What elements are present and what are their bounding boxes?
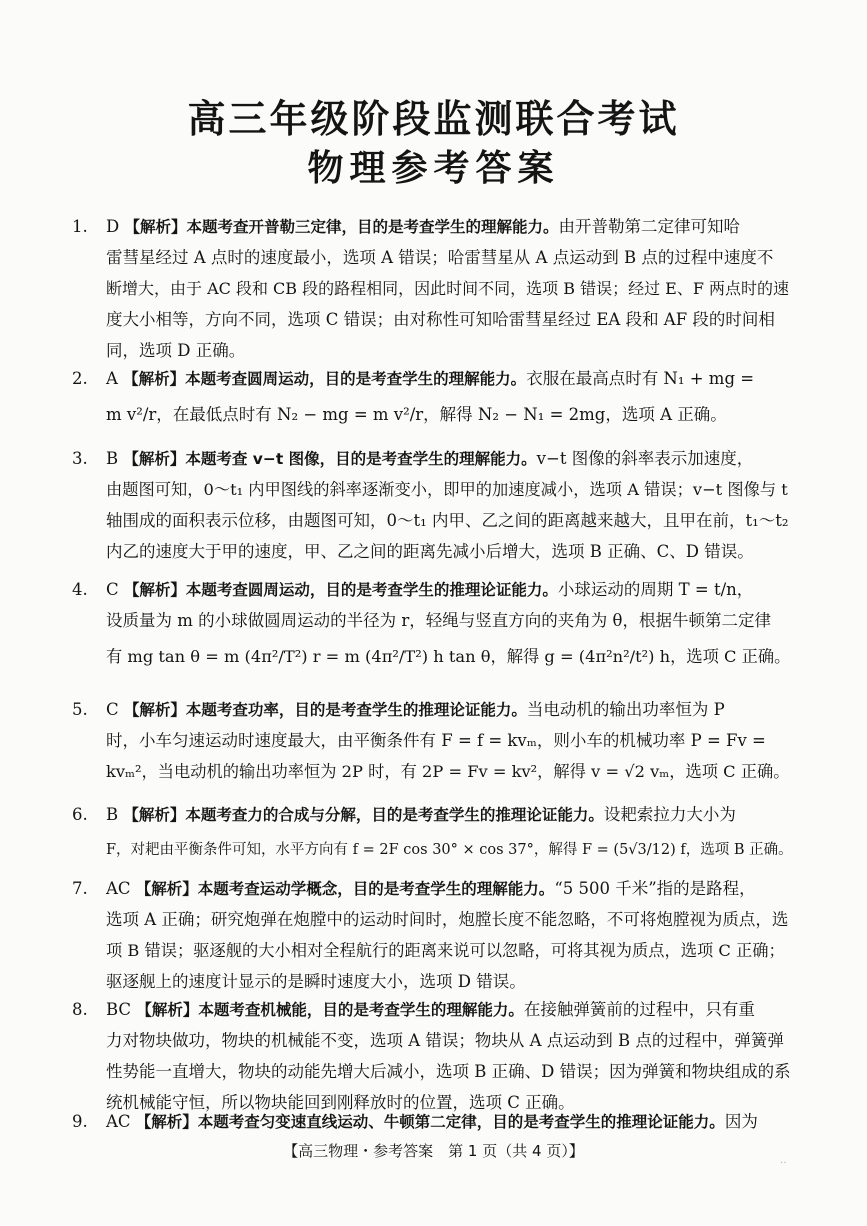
- answer-line: F，对耙由平衡条件可知，水平方向有 f = 2F cos 30° × cos 37°，解得 F = (5√3/12) f，选项 B 正确。: [106, 842, 793, 858]
- answer-item-5: [72, 694, 794, 787]
- item-number: 5.: [72, 700, 88, 719]
- analysis-lead: 【解析】本题考查开普勒三定律，目的是考查学生的理解能力。: [124, 218, 559, 236]
- answer-item-7: [72, 873, 794, 997]
- answer-line: 项 B 错误；驱逐舰的大小相对全程航行的距离来说可以忽略，可将其视为质点，选项 C 正确；: [106, 941, 785, 960]
- analysis-lead: 【解析】本题考查匀变速直线运动、牛顿第二定律，目的是考查学生的推理论证能力。: [135, 1113, 725, 1131]
- item-number: 4.: [72, 580, 88, 599]
- answer-line: 内乙的速度大于甲的速度，甲、乙之间的距离先减小后增大，选项 B 正确、C、D 错误。: [106, 542, 754, 561]
- item-number: 3.: [72, 449, 88, 468]
- answer-line: m v²/r，在最低点时有 N₂ − mg = m v²/r，解得 N₂ − N₁ = 2mg，选项 A 正确。: [106, 405, 727, 424]
- analysis-lead: 【解析】本题考查功率，目的是考查学生的推理论证能力。: [123, 701, 527, 719]
- page-subtitle: 物理参考答案: [307, 148, 560, 189]
- answer-line: 度大小相等，方向不同，选项 C 错误；由对称性可知哈雷彗星经过 EA 段和 AF 段的时间相: [106, 310, 775, 329]
- answer-line: 时，小车匀速运动时速度最大，由平衡条件有 F = f = kvₘ，则小车的机械功率 P = Fv =: [106, 731, 766, 750]
- answer-line: B 【解析】本题考查力的合成与分解，目的是考查学生的推理论证能力。设耙索拉力大小为: [106, 805, 736, 824]
- answer-line: A 【解析】本题考查圆周运动，目的是考查学生的理解能力。衣服在最高点时有 N₁ + mg =: [106, 369, 755, 388]
- answer-item-6: [72, 799, 794, 871]
- answer-line: 力对物块做功，物块的机械能不变，选项 A 错误；物块从 A 点运动到 B 点的过程中，弹簧弹: [106, 1031, 784, 1050]
- page-title: 高三年级阶段监测联合考试: [187, 97, 680, 141]
- corner-mark: ‥: [780, 1155, 787, 1166]
- answer-line: C 【解析】本题考查圆周运动，目的是考查学生的推理论证能力。小球运动的周期 T = t/n，: [106, 580, 754, 599]
- answer-line: C 【解析】本题考查功率，目的是考查学生的推理论证能力。当电动机的输出功率恒为 P: [106, 700, 725, 719]
- answer-item-4: [72, 574, 794, 677]
- answer-line: BC 【解析】本题考查机械能，目的是考查学生的理解能力。在接触弹簧前的过程中，只有重: [106, 1000, 755, 1019]
- answer-line: AC 【解析】本题考查运动学概念，目的是考查学生的理解能力。“5 500 千米”指的是路程，: [106, 879, 756, 898]
- answer-line: kvₘ²，当电动机的输出功率恒为 2P 时，有 2P = Fv = kv²，解得 v = √2 vₘ，选项 C 正确。: [106, 762, 790, 781]
- analysis-lead: 【解析】本题考查圆周运动，目的是考查学生的理解能力。: [123, 370, 527, 388]
- answer-line: 由题图可知，0～t₁ 内甲图线的斜率逐渐变小，即甲的加速度减小，选项 A 错误；v−t 图像与 t: [106, 480, 788, 499]
- answer-line: AC 【解析】本题考查匀变速直线运动、牛顿第二定律，目的是考查学生的推理论证能力。因为: [106, 1112, 758, 1131]
- analysis-lead: 【解析】本题考查力的合成与分解，目的是考查学生的推理论证能力。: [123, 806, 604, 824]
- answer-item-8: [72, 994, 794, 1118]
- analysis-lead: 【解析】本题考查运动学概念，目的是考查学生的理解能力。: [135, 880, 555, 898]
- answer-item-3: [72, 443, 794, 567]
- answer-line: 有 mg tan θ = m (4π²/T²) r = m (4π²/T²) h tan θ，解得 g = (4π²n²/t²) h，选项 C 正确。: [106, 647, 791, 666]
- answer-line: 性势能一直增大，物块的动能先增大后减小，选项 B 正确、D 错误；因为弹簧和物块组成的系: [106, 1062, 791, 1081]
- item-number: 8.: [72, 1000, 88, 1019]
- answer-line: 驱逐舰上的速度计显示的是瞬时速度大小，选项 D 错误。: [106, 972, 526, 991]
- item-number: 6.: [72, 805, 88, 824]
- analysis-lead: 【解析】本题考查机械能，目的是考查学生的理解能力。: [136, 1001, 524, 1019]
- answer-line: D 【解析】本题考查开普勒三定律，目的是考查学生的理解能力。由开普勒第二定律可知哈: [106, 217, 740, 236]
- answer-line: 雷彗星经过 A 点时的速度最小，选项 A 错误；哈雷彗星从 A 点运动到 B 点的过程中速度不: [106, 248, 774, 267]
- answer-item-2: [72, 363, 794, 435]
- answer-line: 断增大，由于 AC 段和 CB 段的路程相同，因此时间不同，选项 B 错误；经过 E、F 两点时的速: [106, 279, 790, 298]
- answer-line: 统机械能守恒，所以物块能回到刚释放时的位置，选项 C 正确。: [106, 1093, 575, 1112]
- page-footer: 【高三物理・参考答案 第 1 页（共 4 页）】: [283, 1142, 584, 1160]
- item-number: 2.: [72, 369, 88, 388]
- answer-line: 轴围成的面积表示位移，由题图可知，0～t₁ 内甲、乙之间的距离越来越大，且甲在前，t₁～t₂: [106, 511, 789, 530]
- item-number: 1.: [72, 217, 88, 236]
- item-number: 7.: [72, 879, 88, 898]
- answer-line: 选项 A 正确；研究炮弹在炮膛中的运动时间时，炮膛长度不能忽略，不可将炮膛视为质点，选: [106, 910, 789, 929]
- answer-line: B 【解析】本题考查 v−t 图像，目的是考查学生的理解能力。v−t 图像的斜率表示加速度，: [106, 449, 754, 468]
- answer-item-1: [72, 211, 794, 366]
- answer-line: 同，选项 D 正确。: [106, 341, 246, 360]
- analysis-lead: 【解析】本题考查 v−t 图像，目的是考查学生的理解能力。: [123, 450, 537, 468]
- answer-item-9: [72, 1106, 794, 1137]
- answer-line: 设质量为 m 的小球做圆周运动的半径为 r，轻绳与竖直方向的夹角为 θ，根据牛顿第二定律: [106, 611, 771, 630]
- analysis-lead: 【解析】本题考查圆周运动，目的是考查学生的推理论证能力。: [123, 581, 558, 599]
- item-number: 9.: [72, 1112, 88, 1131]
